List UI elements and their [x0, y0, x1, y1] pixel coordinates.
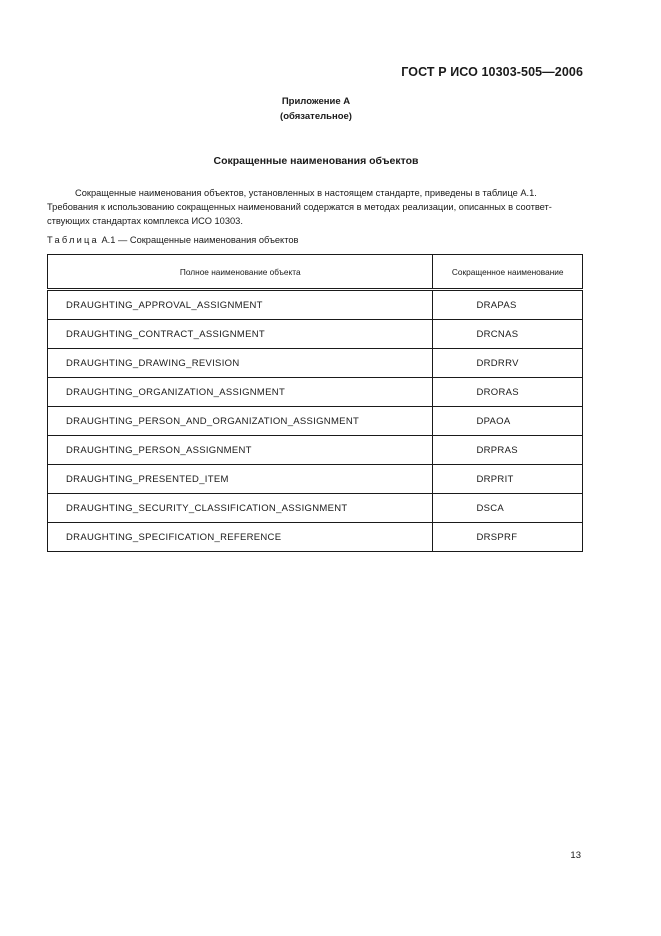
full-name-cell: DRAUGHTING_SPECIFICATION_REFERENCE	[48, 523, 433, 552]
table-row	[48, 290, 583, 320]
paragraph-line-2: Требования к использованию сокращенных наименований содержатся в методах реализации, описанных в соответ-	[47, 202, 552, 212]
standard-code-header: ГОСТ Р ИСО 10303-505—2006	[401, 65, 583, 79]
table-row	[48, 407, 583, 436]
section-title: Сокращенные наименования объектов	[213, 155, 419, 167]
short-name-cell: DRSPRF	[433, 523, 583, 552]
appendix-status: (обязательное)	[280, 111, 352, 122]
table-row	[48, 523, 583, 552]
full-name-cell: DRAUGHTING_APPROVAL_ASSIGNMENT	[48, 290, 433, 320]
short-name-cell: DRDRRV	[433, 349, 583, 378]
full-name-cell: DRAUGHTING_PRESENTED_ITEM	[48, 465, 433, 494]
paragraph-line-1: Сокращенные наименования объектов, установленных в настоящем стандарте, приведены в таблице А.1.	[75, 188, 537, 198]
table-row	[48, 378, 583, 407]
short-name-cell: DRORAS	[433, 378, 583, 407]
table-caption-label: Таблица	[47, 235, 99, 245]
short-name-cell: DSCA	[433, 494, 583, 523]
intro-paragraph	[47, 186, 582, 228]
short-name-cell: DRPRIT	[433, 465, 583, 494]
table-row	[48, 436, 583, 465]
header-short-name: Сокращенное наименование	[433, 255, 583, 290]
abbreviations-table	[47, 254, 583, 552]
appendix-heading	[0, 94, 632, 124]
table-caption	[47, 235, 299, 245]
table-caption-text: А.1 — Сокращенные наименования объектов	[98, 235, 299, 245]
full-name-cell: DRAUGHTING_DRAWING_REVISION	[48, 349, 433, 378]
table-row	[48, 349, 583, 378]
table-header-row	[48, 255, 583, 290]
short-name-cell: DRPRAS	[433, 436, 583, 465]
table-row	[48, 465, 583, 494]
short-name-cell: DRAPAS	[433, 290, 583, 320]
full-name-cell: DRAUGHTING_ORGANIZATION_ASSIGNMENT	[48, 378, 433, 407]
short-name-cell: DRCNAS	[433, 320, 583, 349]
table-row	[48, 320, 583, 349]
header-full-name: Полное наименование объекта	[48, 255, 433, 290]
table-row	[48, 494, 583, 523]
full-name-cell: DRAUGHTING_PERSON_AND_ORGANIZATION_ASSIGNMENT	[48, 407, 433, 436]
short-name-cell: DPAOA	[433, 407, 583, 436]
full-name-cell: DRAUGHTING_CONTRACT_ASSIGNMENT	[48, 320, 433, 349]
page-number: 13	[570, 850, 581, 861]
paragraph-line-3: ствующих стандартах комплекса ИСО 10303.	[47, 216, 243, 226]
appendix-title: Приложение А	[281, 96, 351, 107]
full-name-cell: DRAUGHTING_SECURITY_CLASSIFICATION_ASSIGNMENT	[48, 494, 433, 523]
full-name-cell: DRAUGHTING_PERSON_ASSIGNMENT	[48, 436, 433, 465]
